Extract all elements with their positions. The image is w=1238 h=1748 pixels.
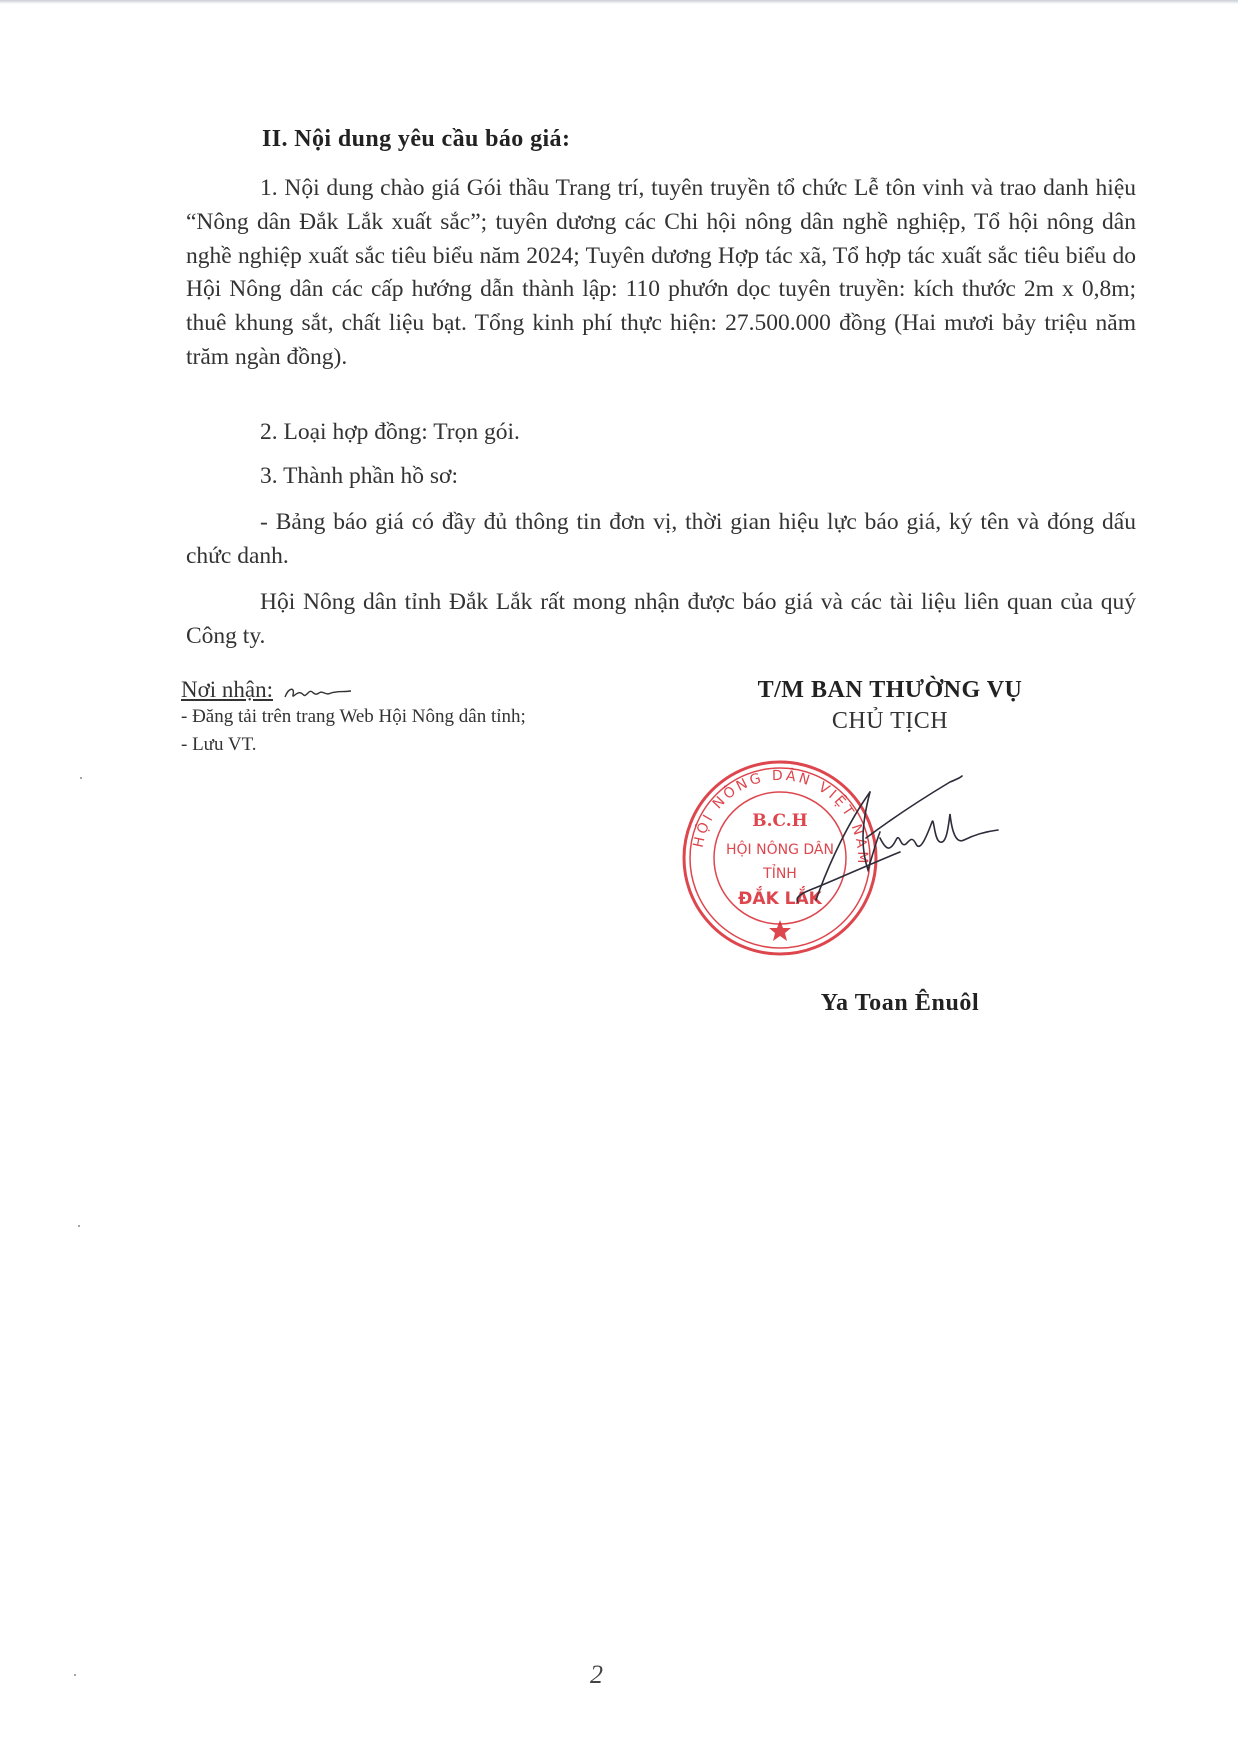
signature-role: CHỦ TỊCH <box>831 708 949 734</box>
seal-ring-text: HỘI NÔNG DÂN VIỆT NAM <box>690 767 871 867</box>
recipient-item-archive: - Lưu VT. <box>181 734 257 756</box>
paragraph-contract-type: 2. Loại hợp đồng: Trọn gói. <box>260 419 520 445</box>
seal-line-4: ĐẮK LẮK <box>738 889 822 909</box>
seal-line-2: HỘI NÔNG DÂN <box>726 842 834 858</box>
page-number: 2 <box>590 1660 603 1689</box>
signature-block <box>690 677 1090 735</box>
initial-mark-icon <box>283 683 353 703</box>
paragraph-quote-content: 1. Nội dung chào giá Gói thầu Trang trí, tuyên truyền tổ chức Lễ tôn vinh và trao danh hiệu “Nông dân Đắk Lắk xuất sắc”; tuyên dương các Chi hội nông dân nghề nghiệp, Tổ hội nông dân nghề nghiệp xuất sắc tiêu biểu năm 2024; Tuyên dương Hợp tác xã, Tổ hợp tác xuất sắc tiêu biểu do Hội Nông dân các cấp hướng dẫn thành lập: 110 phướn dọc tuyên truyền: kích thước 2m x 0,8m; thuê khung sắt, chất liệu bạt. Tổng kinh phí thực hiện: 27.500.000 đồng (Hai mươi bảy triệu năm trăm ngàn đồng). <box>186 175 1136 370</box>
recipients-title: Nơi nhận: <box>181 677 274 702</box>
paragraph-dossier: 3. Thành phần hồ sơ: <box>260 463 459 489</box>
paragraph-closing: Hội Nông dân tỉnh Đắk Lắk rất mong nhận được báo giá và các tài liệu liên quan của quý Công ty. <box>186 589 1136 649</box>
scan-speck <box>80 777 82 779</box>
paragraph-dossier-item: - Bảng báo giá có đầy đủ thông tin đơn vị, thời gian hiệu lực báo giá, ký tên và đóng dấu chức danh. <box>186 509 1136 569</box>
recipient-item-web: - Đăng tải trên trang Web Hội Nông dân tỉnh; <box>181 706 526 728</box>
recipients-block <box>181 677 661 759</box>
signer-name: Ya Toan Ênuôl <box>820 990 980 1016</box>
handwritten-signature-icon <box>750 760 1030 910</box>
scan-speck <box>74 1674 76 1676</box>
seal-line-1: B.C.H <box>752 811 808 831</box>
signature-organization: T/M BAN THƯỜNG VỤ <box>757 677 1023 703</box>
scan-speck <box>78 1225 80 1227</box>
section-heading: II. Nội dung yêu cầu báo giá: <box>262 126 571 152</box>
seal-line-3: TỈNH <box>763 866 797 882</box>
